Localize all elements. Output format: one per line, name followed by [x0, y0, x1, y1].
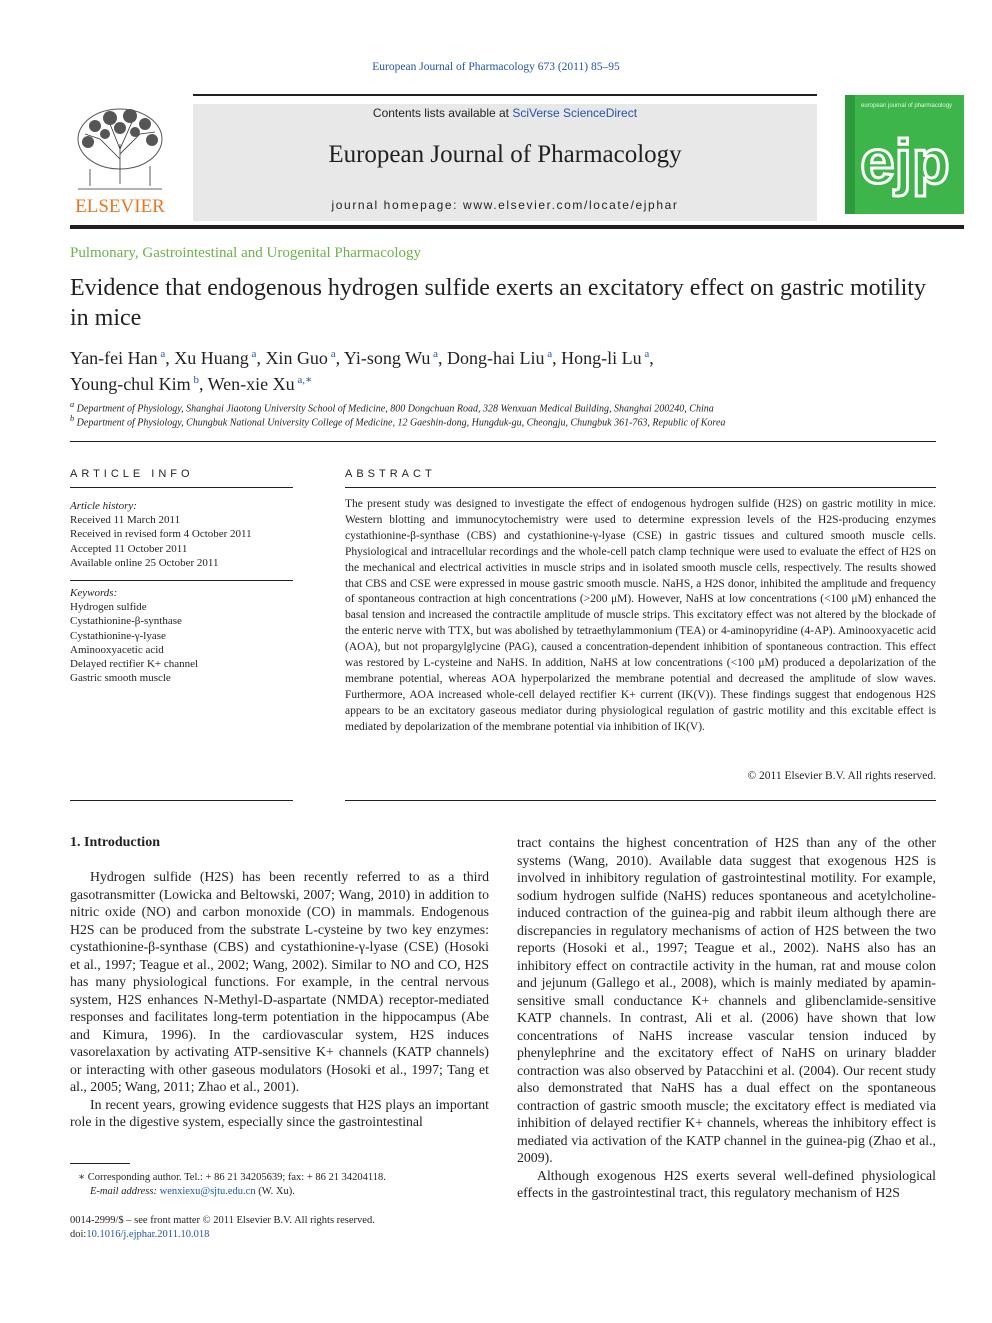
author-affiliation-mark[interactable]: a: [327, 348, 336, 360]
affiliation-mark: b: [70, 414, 75, 423]
keywords: [70, 586, 198, 685]
ejp-logo-icon: [845, 95, 964, 214]
author-affiliation-mark[interactable]: a: [641, 348, 650, 360]
keyword-item: Delayed rectifier K+ channel: [70, 658, 199, 671]
author-name: Dong-hai Liu: [447, 348, 545, 368]
keywords-rule: [70, 580, 293, 581]
email-suffix: (W. Xu).: [258, 1186, 295, 1197]
affiliation-rule: [70, 441, 936, 442]
intro-heading: 1. Introduction: [70, 835, 160, 850]
article-info-rule: [70, 487, 293, 488]
elsevier-tree-icon: [70, 104, 170, 216]
intro-paragraph-2: In recent years, growing evidence suggests that H2S plays an important role in the digestive system, especially since the gastrointestinal: [70, 1096, 489, 1129]
author-list: [70, 343, 950, 395]
author-name: Wen-xie Xu: [207, 374, 295, 394]
keyword-item: Aminooxyacetic acid: [70, 643, 164, 656]
author-name: Xin Guo: [265, 348, 328, 368]
history-received: Received 11 March 2011: [70, 514, 181, 527]
history-online: Available online 25 October 2011: [70, 556, 219, 569]
abstract-bottom-rule: [345, 800, 936, 801]
corresponding-author-note: ∗ Corresponding author. Tel.: + 86 21 34205639; fax: + 86 21 34204118.: [78, 1172, 386, 1183]
author-name: Yan-fei Han: [70, 348, 158, 368]
footnote-rule: [70, 1163, 130, 1164]
email-link[interactable]: wenxiexu@sjtu.edu.cn: [159, 1186, 256, 1197]
journal-title: European Journal of Pharmacology: [328, 141, 682, 168]
keyword-item: Cystathionine-γ-lyase: [70, 629, 166, 642]
intro-paragraph-3: tract contains the highest concentration of H2S than any of the other systems (Wang, 2010). Available data suggest that exogenous H2S is involved in inhibitory regulation of gastrointestinal motility. For example, sodium hydrogen sulfide (NaHS) reduces spontaneous and acetylcholine-induced contraction of the guinea-pig and rabbit ileum although there are discrepancies in regulatory mechanisms of action of H2S between the two reports (Hosoki et al., 1997; Teague et al., 2002). NaHS also has an inhibitory effect on contractile activity in the human, rat and mouse colon and jejunum (Gallego et al., 2008), which is mainly mediated by apamin-sensitive small conductance K+ channels and glibenclamide-sensitive KATP channels. In contrast, Ali et al. (2006) have shown that low concentrations of NaHS increase vascular tension induced by phenylephrine and the excitatory effect of NaHS on urinary bladder contraction was also observed by Patacchini et al. (2004). Our recent study also demonstrated that NaHS has a dual effect on the spontaneous contraction of gastric smooth muscle; the excitatory effect is mediated via inhibition of delayed rectifier K+ channels, whereas the inhibitory effect is mediated via activation of the KATP channel in the guinea-pig (Zhao et al., 2009).: [517, 835, 936, 1165]
keyword-item: Gastric smooth muscle: [70, 672, 171, 685]
email-note: [90, 1186, 295, 1197]
author-line-2: Young-chul Kim $^b$, Wen-xie Xu $^{a,∗}$: [70, 374, 313, 394]
author-line-1: Yan-fei Han $^a$, Xu Huang $^a$, Xin Guo $^a$, Yi-song Wu $^a$, Dong-hai Liu $^a$, Hong-li Lu $^a$,: [70, 348, 654, 368]
author-affiliation-mark[interactable]: a,∗: [294, 374, 313, 386]
email-label: E-mail address:: [90, 1186, 157, 1197]
affiliation-mark: a: [70, 400, 75, 409]
journal-homepage[interactable]: journal homepage: www.elsevier.com/locate/ejphar: [331, 198, 679, 212]
ejp-cover-logo[interactable]: [845, 95, 964, 214]
intro-right-column: [517, 834, 936, 1202]
doi-link[interactable]: 10.1016/j.ejphar.2011.10.018: [86, 1229, 210, 1240]
history-label: Article history:: [70, 500, 137, 512]
contents-line: [193, 106, 817, 120]
article-history: [70, 499, 252, 570]
keyword-item: Cystathionine-β-synthase: [70, 615, 182, 628]
keyword-item: Hydrogen sulfide: [70, 601, 147, 614]
history-accepted: Accepted 11 October 2011: [70, 542, 188, 555]
ejp-tagline: european journal of pharmacology: [861, 103, 953, 109]
header-bottom-rule: [70, 225, 964, 229]
abstract-rule: [345, 487, 936, 488]
keywords-label: Keywords:: [70, 587, 118, 599]
elsevier-logo[interactable]: [70, 104, 170, 216]
author-affiliation-mark[interactable]: b: [190, 374, 199, 386]
issn-line: 0014-2999/$ – see front matter © 2011 Elsevier B.V. All rights reserved.: [70, 1215, 375, 1226]
author-affiliation-mark[interactable]: a: [248, 348, 257, 360]
abstract-copyright: © 2011 Elsevier B.V. All rights reserved.: [747, 770, 936, 782]
affiliation-text: Department of Physiology, Shanghai Jiaotong University School of Medicine, 800 Dongchuan Road, 328 Wenxuan Medical Building, Shanghai 200240, China: [76, 403, 714, 415]
affiliation-text: Department of Physiology, Chungbuk National University College of Medicine, 12 Gaeshin-dong, Hungduk-gu, Cheongju, Chungbuk 361-763, Republic of Korea: [76, 417, 726, 429]
author-name: Young-chul Kim: [70, 374, 191, 394]
author-name: Hong-li Lu: [561, 348, 642, 368]
header-top-rule: [193, 94, 817, 96]
abstract-text: The present study was designed to investigate the effect of endogenous hydrogen sulfide (H2S) on gastric motility in mice. Western blotting and immunocytochemistry were used to determine expression levels of the H2S-producing enzymes cystathionine-β-synthase (CBS) and cystathionine-γ-lyase (CSE) in gastric tissues and cultured smooth muscle cells. Physiological and intracellular recordings and the whole-cell patch clamp technique were used to evaluate the effect of H2S on the mechanical and electrical activities in muscle strips and in isolated smooth muscle cells, respectively. The results showed that CBS and CSE were expressed in mouse gastric smooth muscle. NaHS, a H2S donor, inhibited the amplitude and frequency of spontaneous contraction at high concentrations (>200 μM). However, NaHS at low concentrations (<100 μM) enhanced the basal tension and increased the contractile amplitude of muscle strips. This excitatory effect was not altered by the blockade of the enteric nerve with TTX, but was abolished by tetraethylammonium (TEA) or 4-aminopyridine (4-AP). Aminooxyacetic acid (AOA), but not propargylglycine (PAG), caused a concentration-dependent inhibition of spontaneous contraction. This effect was restored by L-cysteine and NaHS. In addition, NaHS at low concentrations (<100 μM) produced a depolarization of the membrane potential, whereas AOA hyperpolarized the membrane potential and decreased the amplitude of slow waves. Furthermore, AOA increased whole-cell delayed rectifier K+ current (IK(V)). These findings suggest that endogenous H2S appears to be an excitatory gaseous mediator during physiological regulation of gastric motility and this excitable effect is mediated by depolarization of the membrane potential via inhibition of IK(V).: [345, 498, 936, 733]
journal-citation[interactable]: European Journal of Pharmacology 673 (2011) 85–95: [372, 61, 620, 73]
ejp-letters: ejp: [860, 128, 950, 197]
doi-line: [70, 1229, 209, 1240]
author-affiliation-mark[interactable]: a: [430, 348, 439, 360]
sciencedirect-link[interactable]: SciVerse ScienceDirect: [512, 106, 638, 120]
intro-left-column: [70, 868, 489, 1131]
author-name: Xu Huang: [174, 348, 249, 368]
author-name: Yi-song Wu: [343, 348, 431, 368]
history-revised: Received in revised form 4 October 2011: [70, 528, 252, 541]
article-title: Evidence that endogenous hydrogen sulfide exerts an excitatory effect on gastric motility in mice: [70, 275, 926, 331]
author-affiliation-mark[interactable]: a: [544, 348, 553, 360]
author-affiliation-mark[interactable]: a: [157, 348, 166, 360]
elsevier-wordmark: ELSEVIER: [75, 196, 165, 216]
intro-paragraph-4: Although exogenous H2S exerts several well-defined physiological effects in the gastrointestinal tract, this regulatory mechanism of H2S: [517, 1167, 936, 1200]
section-category: Pulmonary, Gastrointestinal and Urogenital Pharmacology: [70, 245, 422, 261]
article-info-bottom-rule: [70, 800, 293, 801]
intro-paragraph-1: Hydrogen sulfide (H2S) has been recently referred to as a third gasotransmitter (Lowicka and Beltowski, 2007; Wang, 2010) in addition to nitric oxide (NO) and carbon monoxide (CO) in mammals. Endogenous H2S can be produced from the substrate L-cysteine by two key enzymes: cystathionine-β-synthase (CBS) and cystathionine-γ-lyase (CSE) (Hosoki et al., 1997; Teague et al., 2002; Wang, 2002). Similar to NO and CO, H2S has many physiological functions. For example, in the central nervous system, H2S enhances N-Methyl-D-aspartate (NMDA) receptor-mediated responses and facilitates long-term potentiation in the hippocampus (Abe and Kimura, 1996). In the cardiovascular system, H2S induces vasorelaxation by activating ATP-sensitive K+ channels (KATP channels) or interacting with other gaseous modulators (Hosoki et al., 1997; Tang et al., 2005; Wang, 2011; Zhao et al., 2001).: [70, 869, 489, 1094]
affiliation-b: [70, 414, 725, 428]
doi-label: doi:: [70, 1229, 87, 1240]
affiliation-a: [70, 400, 714, 414]
article-info-heading: ARTICLE INFO: [70, 468, 194, 480]
contents-prefix: Contents lists available at: [372, 106, 509, 120]
abstract-heading: ABSTRACT: [345, 468, 436, 480]
